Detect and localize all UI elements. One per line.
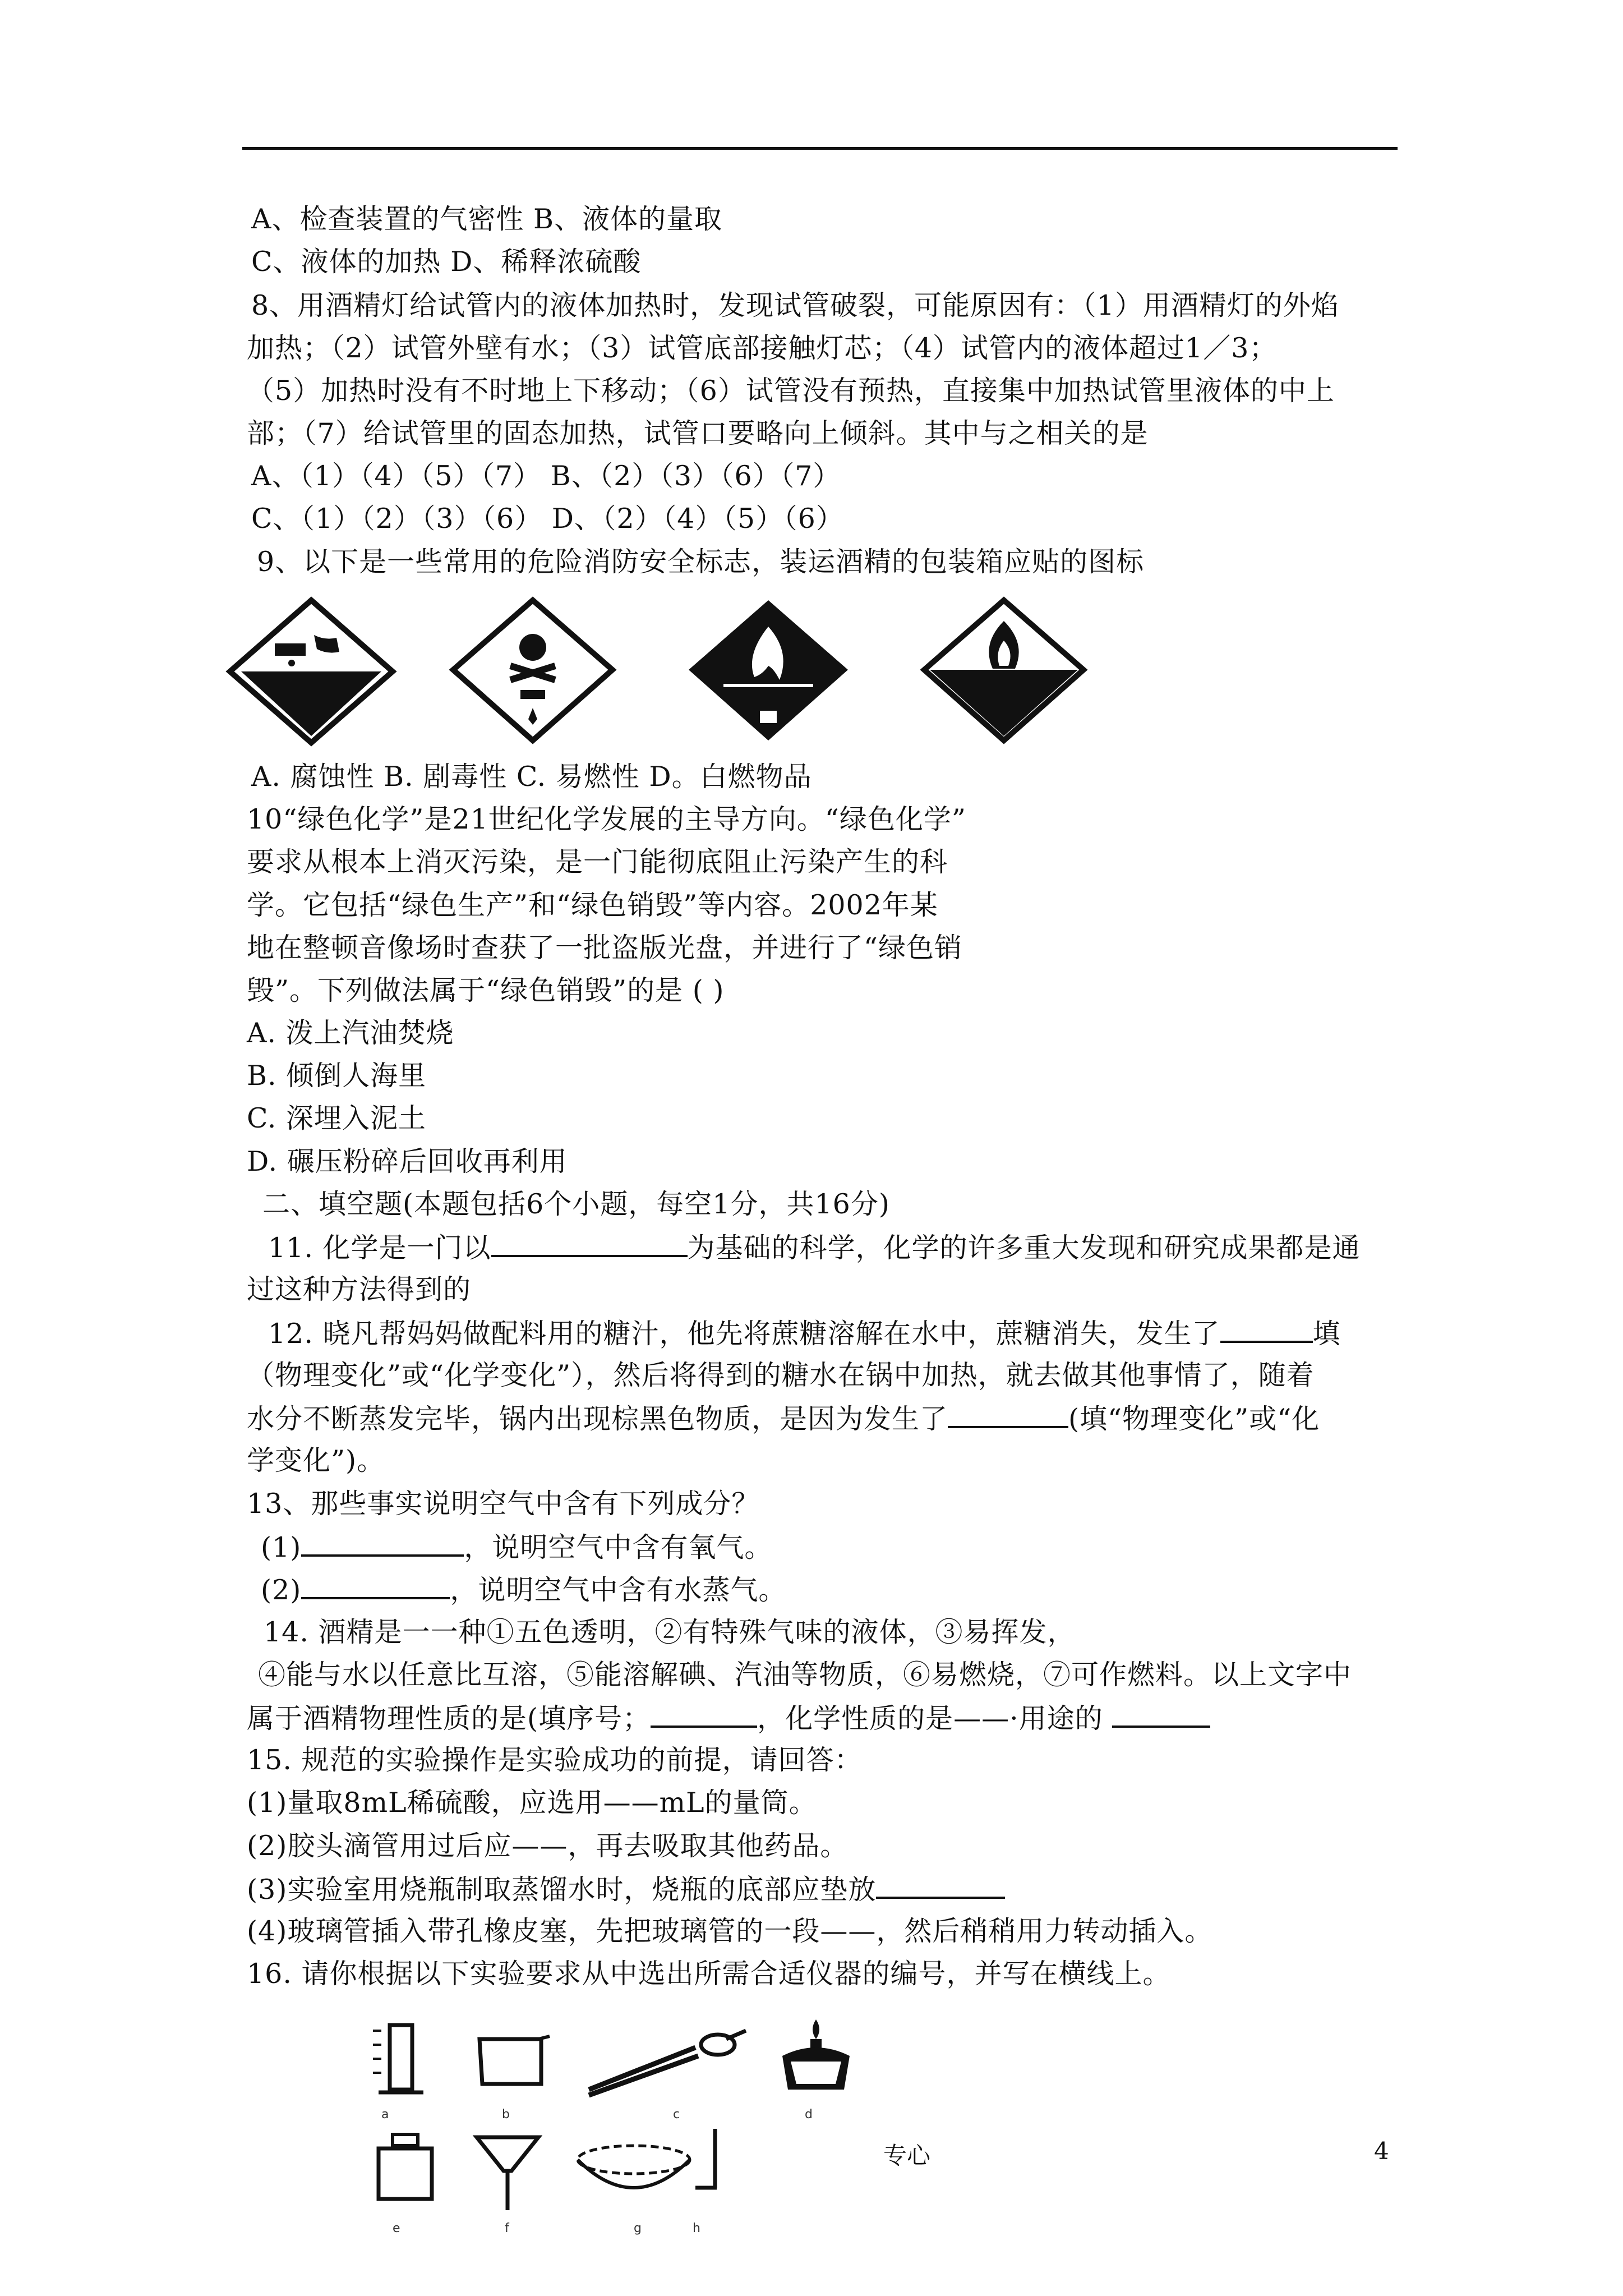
answer-blank[interactable] [1220,1316,1313,1343]
funnel-icon [471,2129,544,2213]
beaker-icon [474,2031,552,2092]
q10-option-a: A. 泼上汽油焚烧 [247,1017,454,1049]
q9-options: A. 腐蚀性 B. 剧毒性 C. 易燃性 D。白燃物品 [251,761,812,793]
flammable-sign-icon [684,596,852,744]
test-tube-icon [690,2126,729,2210]
wide-mouth-bottle-icon [370,2132,443,2205]
q10-line: 毁”。下列做法属于“绿色销毁”的是 ( ) [247,974,725,1006]
instrument-label: a [381,2108,389,2122]
footer-center-text: 专心 [883,2142,931,2169]
q10-line: 要求从根本上消灭污染，是一门能彻底阻止污染产生的科 [247,846,948,878]
q8-options-ab: A、（1）（4）（5）（7） B、（2）（3）（6）（7） [251,460,841,492]
q13-item-number: (1) [261,1531,302,1563]
q15-item-2: (2)胶头滴管用过后应——，再去吸取其他药品。 [247,1830,849,1862]
q12-line: （物理变化”或“化学变化”），然后将得到的糖水在锅中加热，就去做其他事情了，随着 [247,1359,1315,1391]
q16-stem: 16. 请你根据以下实验要求从中选出所需合适仪器的编号，并写在横线上。 [247,1958,1171,1990]
q8-options-cd: C、（1）（2）（3）（6） D、（2）（4）（5）（6） [251,503,844,535]
q15-text-before: (3)实验室用烧瓶制取蒸馏水时，烧瓶的底部应垫放 [247,1874,877,1906]
q10-line: 地在整顿音像场时查获了一批盗版光盘，并进行了“绿色销 [247,932,963,964]
q10-option-b: B. 倾倒人海里 [247,1060,427,1092]
q10-option-d: D. 碾压粉碎后回收再利用 [247,1145,568,1177]
q12-text-before: 水分不断蒸发完毕，锅内出现棕黑色物质，是因为发生了 [247,1403,948,1435]
alcohol-lamp-icon [774,2017,858,2101]
q11-text-before: 11. 化学是一门以 [268,1232,491,1264]
answer-blank[interactable] [301,1572,450,1599]
toxic-sign-icon [449,596,617,744]
answer-blank[interactable] [876,1872,1005,1899]
q13-item-number: (2) [261,1574,302,1606]
answer-blank[interactable] [301,1530,464,1557]
answer-blank[interactable] [1112,1701,1210,1728]
q14-line [247,1701,1210,1736]
instrument-label: g [634,2221,642,2235]
answer-blank[interactable] [651,1701,757,1728]
spontaneous-combustion-sign-icon [920,596,1088,744]
q15-item-4: (4)玻璃管插入带孔橡皮塞，先把玻璃管的一段——，然后稍稍用力转动插入。 [247,1915,1213,1947]
q13-item-text: ，说明空气中含有水蒸气。 [450,1574,787,1606]
q11-text-after: 为基础的科学，化学的许多重大发现和研究成果都是通 [687,1232,1361,1264]
q8-line: 部；（7）给试管里的固态加热，试管口要略向上倾斜。其中与之相关的是 [247,417,1149,449]
q13-item-2 [261,1572,786,1607]
q8-line: 加热；（2）试管外壁有水；（3）试管底部接触灯芯；（4）试管内的液体超过1／3； [247,332,1278,364]
q10-line: 学。它包括“绿色生产”和“绿色销毁”等内容。2002年某 [247,889,938,921]
q13-stem: 13、那些事实说明空气中含有下列成分？ [247,1488,760,1520]
answer-blank[interactable] [948,1401,1068,1428]
q12-text-before: 12. 晓凡帮妈妈做配料用的糖汁，他先将蔗糖溶解在水中，蔗糖消失，发生了 [268,1318,1220,1350]
page-number: 4 [1374,2137,1389,2165]
q13-item-1 [261,1530,772,1565]
instrument-label: e [393,2221,400,2235]
q8-line: 8、用酒精灯给试管内的液体加热时，发现试管破裂，可能原因有：（1）用酒精灯的外焰 [251,289,1339,321]
q9-stem: 9、以下是一些常用的危险消防安全标志，装运酒精的包装箱应贴的图标 [257,546,1145,578]
instrument-label: b [502,2108,510,2122]
instrument-label: c [673,2108,680,2122]
q7-options-ab: A、检查装置的气密性 B、液体的量取 [251,203,722,235]
q10-line: 10“绿色化学”是21世纪化学发展的主导方向。“绿色化学” [247,803,966,835]
answer-blank[interactable] [491,1230,688,1257]
corrosive-sign-icon [224,596,398,747]
q7-options-cd: C、液体的加热 D、稀释浓硫酸 [251,246,642,278]
header-rule [242,147,1398,150]
q15-item-3 [247,1872,1005,1907]
q14-text-before: 属于酒精物理性质的是(填序号； [247,1703,651,1734]
q13-item-text: ，说明空气中含有氧气。 [464,1531,773,1563]
graduated-cylinder-icon [367,2019,435,2098]
q12-line: 学变化”)。 [247,1444,385,1476]
q12-text-after: 填 [1312,1318,1341,1350]
q15-item-1: (1)量取8mL稀硫酸，应选用——mL的量筒。 [247,1787,817,1819]
q8-line: （5）加热时没有不时地上下移动；（6）试管没有预热，直接集中加热试管里液体的中上 [247,375,1335,407]
q10-option-c: C. 深埋入泥土 [247,1102,426,1134]
q14-text-middle: ，化学性质的是——·用途的 [757,1703,1103,1734]
evaporating-dish-icon [572,2140,695,2202]
crucible-tongs-icon [583,2022,751,2101]
q11-line [268,1230,1361,1265]
section-2-heading: 二、填空题(本题包括6个小题，每空1分，共16分) [262,1188,890,1220]
instrument-label: h [693,2221,700,2235]
q11-line: 过这种方法得到的 [247,1273,472,1305]
q12-line [247,1401,1320,1436]
instrument-label: d [805,2108,813,2122]
q14-line: ④能与水以任意比互溶，⑤能溶解碘、汽油等物质，⑥易燃烧，⑦可作燃料。以上文字中 [258,1659,1352,1691]
instrument-label: f [505,2221,509,2235]
q14-line: 14. 酒精是一一种①五色透明，②有特殊气味的液体，③易挥发， [264,1616,1076,1648]
q12-line [268,1316,1341,1351]
q12-text-after: (填“物理变化”或“化 [1068,1403,1320,1435]
q15-stem: 15. 规范的实验操作是实验成功的前提，请回答： [247,1744,863,1776]
